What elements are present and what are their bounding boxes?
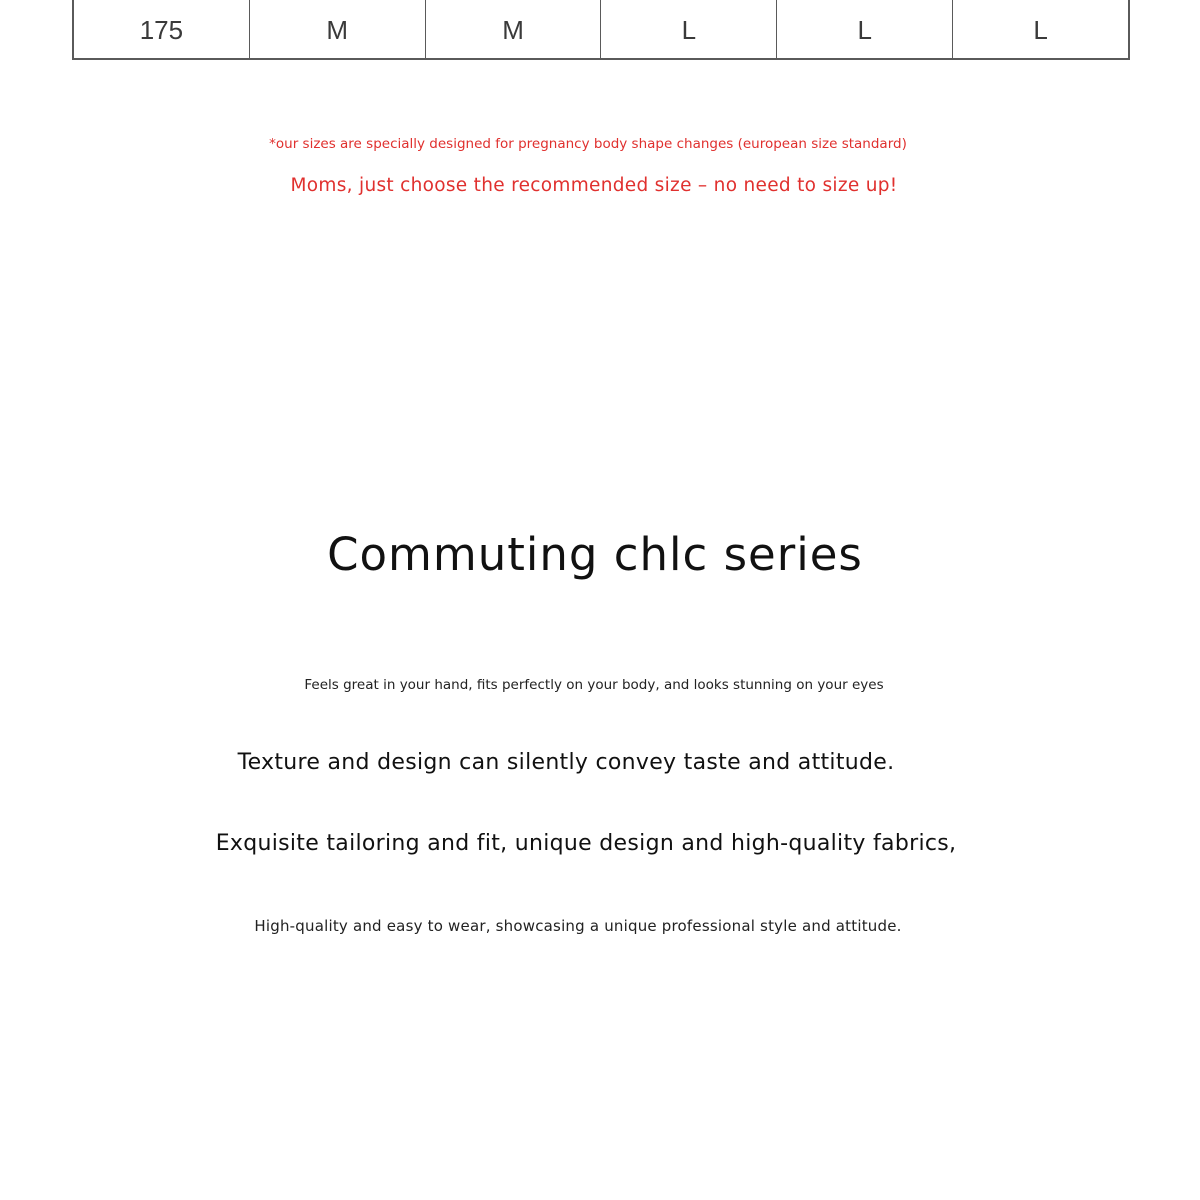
size-cell: L [601,0,777,58]
series-title: Commuting chlc series [327,528,863,581]
series-tagline: Feels great in your hand, fits perfectly on your body, and looks stunning on your eyes [304,677,884,693]
size-chart-row [72,0,1130,60]
series-description-line-1: Texture and design can silently convey taste and attitude. [237,750,895,775]
series-description-line-3: High-quality and easy to wear, showcasing a unique professional style and attitude. [254,917,902,935]
size-disclaimer-note: *our sizes are specially designed for pregnancy body shape changes (european size standard) [269,136,907,152]
size-recommendation-note: Moms, just choose the recommended size – no need to size up! [290,175,898,196]
size-cell: L [1033,14,1048,45]
size-cell: L [777,0,953,58]
size-cell-height: 175 [74,0,250,58]
size-cell: M [250,0,426,58]
series-description-line-2: Exquisite tailoring and fit, unique design and high-quality fabrics, [215,831,957,856]
size-cell: M [426,0,602,58]
